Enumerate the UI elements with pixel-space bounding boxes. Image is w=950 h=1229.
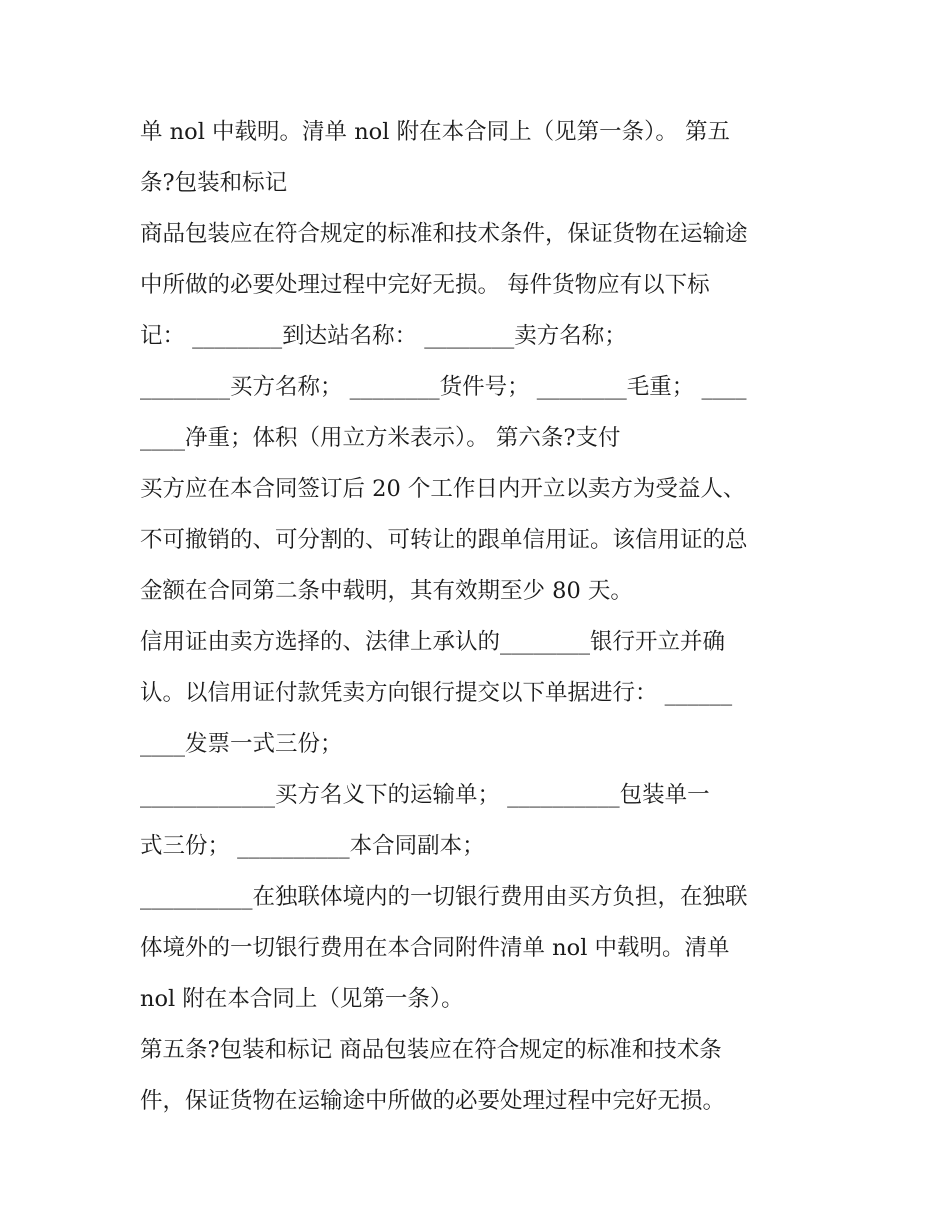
text-line: 式三份； __________本合同副本； [140, 833, 485, 859]
text-line: ____净重；体积（用立方米表示）。 第六条?支付 [140, 425, 621, 451]
text-line: 商品包装应在符合规定的标准和技术条件，保证货物在运输途 [140, 221, 748, 247]
document-body [140, 107, 830, 1127]
text-line: ____发票一式三份； [140, 731, 343, 757]
text-line: 金额在合同第二条中载明，其有效期至少 80 天。 [140, 578, 633, 604]
text-line: 记： ________到达站名称： ________卖方名称； [140, 323, 627, 349]
text-line: ________买方名称； ________货件号； ________毛重； ____ [140, 374, 747, 400]
text-line: 认。以信用证付款凭卖方向银行提交以下单据进行： ______ [140, 680, 733, 706]
text-line: 件，保证货物在运输途中所做的必要处理过程中完好无损。 [140, 1088, 726, 1114]
text-line: 不可撤销的、可分割的、可转让的跟单信用证。该信用证的总 [140, 527, 748, 553]
text-line: 买方应在本合同签订后 20 个工作日内开立以卖方为受益人、 [140, 476, 746, 502]
text-line: nol 附在本合同上（见第一条）。 [140, 986, 464, 1012]
text-line: 中所做的必要处理过程中完好无损。 每件货物应有以下标 [140, 272, 710, 298]
text-line: 体境外的一切银行费用在本合同附件清单 nol 中载明。清单 [140, 935, 730, 961]
text-line: 单 nol 中载明。清单 nol 附在本合同上（见第一条）。 第五 [140, 119, 730, 145]
text-line: 第五条?包装和标记 商品包装应在符合规定的标准和技术条 [140, 1037, 722, 1063]
text-line: ____________买方名义下的运输单； __________包装单一 [140, 782, 710, 808]
text-line: 条?包装和标记 [140, 170, 288, 196]
text-line: 信用证由卖方选择的、法律上承认的________银行开立并确 [140, 629, 726, 655]
text-line: __________在独联体境内的一切银行费用由买方负担，在独联 [140, 884, 748, 910]
